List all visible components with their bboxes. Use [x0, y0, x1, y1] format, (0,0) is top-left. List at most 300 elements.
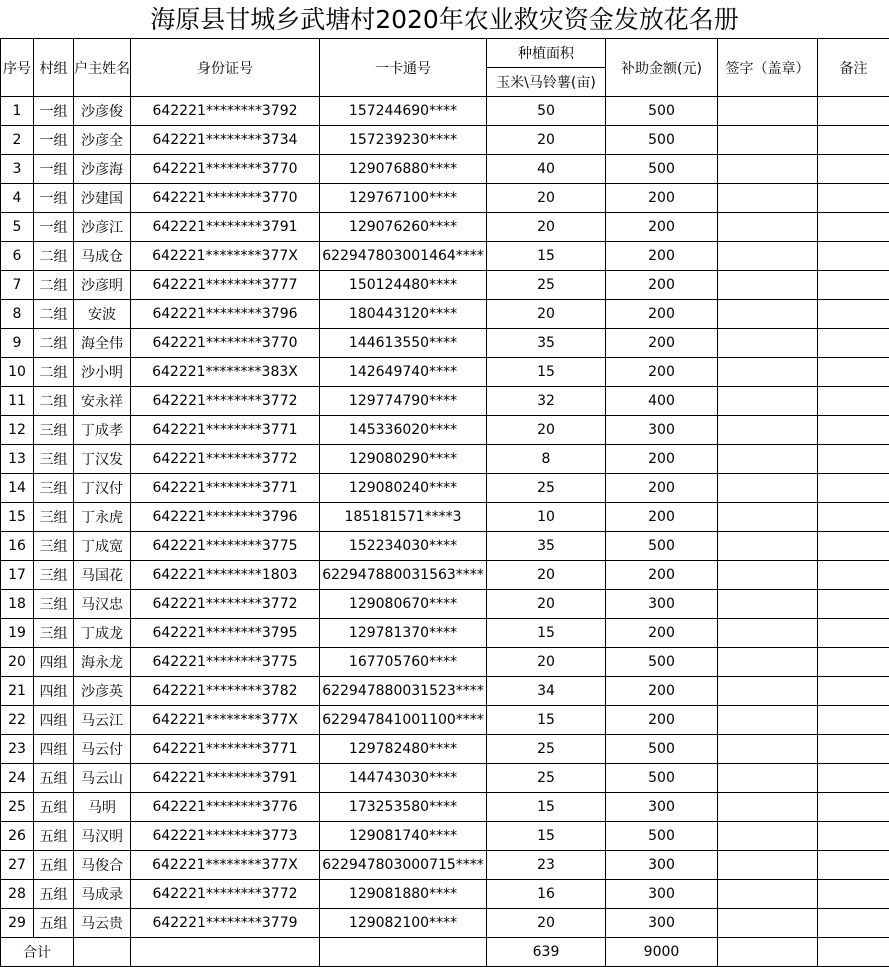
table-row: [1, 155, 889, 184]
cell-card-number: 150124480****: [320, 271, 487, 300]
cell-sign: [718, 706, 818, 735]
cell-remark: [818, 822, 889, 851]
cell-remark: [818, 880, 889, 909]
table-row: [1, 619, 889, 648]
table-row: [1, 822, 889, 851]
cell-id-number: 642221********3782: [131, 677, 320, 706]
cell-group: 三组: [34, 474, 74, 503]
cell-card-number: 129080670****: [320, 590, 487, 619]
cell-amount: 200: [606, 474, 718, 503]
table-row: [1, 793, 889, 822]
cell-card-number: 129774790****: [320, 387, 487, 416]
cell-name: 马汉忠: [74, 590, 131, 619]
cell-card-number: 129082100****: [320, 909, 487, 938]
cell-seq: 16: [1, 532, 34, 561]
cell-id-number: 642221********3772: [131, 387, 320, 416]
cell-seq: 12: [1, 416, 34, 445]
cell-remark: [818, 358, 889, 387]
cell-area: 15: [487, 242, 606, 271]
cell-remark: [818, 300, 889, 329]
cell-group: 四组: [34, 648, 74, 677]
cell-seq: 29: [1, 909, 34, 938]
cell-name: 沙彦江: [74, 213, 131, 242]
cell-amount: 500: [606, 155, 718, 184]
cell-area: 20: [487, 648, 606, 677]
cell-amount: 200: [606, 358, 718, 387]
cell-amount: 300: [606, 880, 718, 909]
cell-group: 三组: [34, 503, 74, 532]
cell-seq: 27: [1, 851, 34, 880]
cell-name: 丁汉发: [74, 445, 131, 474]
cell-name: 沙小明: [74, 358, 131, 387]
cell-name: 马云江: [74, 706, 131, 735]
cell-area: 32: [487, 387, 606, 416]
cell-group: 二组: [34, 271, 74, 300]
cell-remark: [818, 561, 889, 590]
cell-amount: 200: [606, 503, 718, 532]
cell-card-number: 622947880031563****: [320, 561, 487, 590]
cell-area: 25: [487, 271, 606, 300]
cell-card-number: 129781370****: [320, 619, 487, 648]
cell-group: 四组: [34, 677, 74, 706]
cell-seq: 9: [1, 329, 34, 358]
total-name-cell: [74, 938, 131, 967]
table-row: [1, 735, 889, 764]
cell-remark: [818, 677, 889, 706]
cell-card-number: 144613550****: [320, 329, 487, 358]
cell-remark: [818, 764, 889, 793]
cell-card-number: 157239230****: [320, 126, 487, 155]
cell-sign: [718, 822, 818, 851]
cell-name: 马成仓: [74, 242, 131, 271]
cell-seq: 18: [1, 590, 34, 619]
cell-group: 三组: [34, 532, 74, 561]
document-title: 海原县甘城乡武塘村2020年农业救灾资金发放花名册: [0, 0, 889, 38]
cell-seq: 6: [1, 242, 34, 271]
cell-seq: 3: [1, 155, 34, 184]
cell-name: 沙彦俊: [74, 97, 131, 126]
cell-remark: [818, 503, 889, 532]
cell-card-number: 129081880****: [320, 880, 487, 909]
table-row: [1, 909, 889, 938]
table-row: [1, 851, 889, 880]
cell-sign: [718, 851, 818, 880]
table-row: [1, 561, 889, 590]
cell-id-number: 642221********3795: [131, 619, 320, 648]
cell-card-number: 142649740****: [320, 358, 487, 387]
cell-group: 五组: [34, 880, 74, 909]
cell-area: 25: [487, 735, 606, 764]
cell-seq: 15: [1, 503, 34, 532]
cell-seq: 25: [1, 793, 34, 822]
cell-id-number: 642221********3775: [131, 648, 320, 677]
cell-card-number: 145336020****: [320, 416, 487, 445]
cell-group: 四组: [34, 735, 74, 764]
cell-id-number: 642221********3796: [131, 503, 320, 532]
cell-remark: [818, 445, 889, 474]
cell-sign: [718, 126, 818, 155]
cell-area: 34: [487, 677, 606, 706]
cell-area: 20: [487, 184, 606, 213]
cell-seq: 19: [1, 619, 34, 648]
table-row: [1, 532, 889, 561]
cell-group: 三组: [34, 619, 74, 648]
header-sign: 签字（盖章）: [718, 39, 818, 97]
cell-id-number: 642221********3792: [131, 97, 320, 126]
cell-area: 15: [487, 706, 606, 735]
header-id: 身份证号: [131, 39, 320, 97]
cell-amount: 400: [606, 387, 718, 416]
cell-remark: [818, 271, 889, 300]
cell-area: 50: [487, 97, 606, 126]
cell-name: 马成录: [74, 880, 131, 909]
cell-amount: 500: [606, 97, 718, 126]
cell-area: 35: [487, 532, 606, 561]
header-row: [1, 39, 889, 68]
cell-id-number: 642221********3777: [131, 271, 320, 300]
cell-seq: 21: [1, 677, 34, 706]
cell-name: 丁汉付: [74, 474, 131, 503]
cell-remark: [818, 213, 889, 242]
cell-amount: 300: [606, 909, 718, 938]
cell-card-number: 129076260****: [320, 213, 487, 242]
cell-seq: 10: [1, 358, 34, 387]
cell-seq: 11: [1, 387, 34, 416]
relief-fund-table: [0, 38, 889, 967]
cell-sign: [718, 793, 818, 822]
cell-id-number: 642221********3734: [131, 126, 320, 155]
cell-id-number: 642221********3776: [131, 793, 320, 822]
total-card-cell: [320, 938, 487, 967]
cell-area: 20: [487, 416, 606, 445]
cell-group: 五组: [34, 851, 74, 880]
cell-card-number: 180443120****: [320, 300, 487, 329]
cell-area: 10: [487, 503, 606, 532]
cell-id-number: 642221********3772: [131, 880, 320, 909]
cell-remark: [818, 532, 889, 561]
table-body: [1, 97, 889, 938]
cell-card-number: 185181571****3: [320, 503, 487, 532]
cell-card-number: 129081740****: [320, 822, 487, 851]
cell-sign: [718, 735, 818, 764]
cell-area: 8: [487, 445, 606, 474]
cell-seq: 20: [1, 648, 34, 677]
table-row: [1, 242, 889, 271]
table-row: [1, 358, 889, 387]
cell-remark: [818, 909, 889, 938]
cell-seq: 14: [1, 474, 34, 503]
cell-name: 丁永虎: [74, 503, 131, 532]
header-card: 一卡通号: [320, 39, 487, 97]
cell-group: 四组: [34, 706, 74, 735]
cell-remark: [818, 97, 889, 126]
cell-name: 马云贵: [74, 909, 131, 938]
cell-area: 15: [487, 793, 606, 822]
cell-sign: [718, 300, 818, 329]
cell-amount: 500: [606, 126, 718, 155]
cell-group: 五组: [34, 793, 74, 822]
cell-seq: 1: [1, 97, 34, 126]
cell-seq: 5: [1, 213, 34, 242]
cell-group: 三组: [34, 445, 74, 474]
cell-area: 20: [487, 213, 606, 242]
cell-card-number: 144743030****: [320, 764, 487, 793]
cell-id-number: 642221********3791: [131, 764, 320, 793]
total-remark-cell: [818, 938, 889, 967]
cell-id-number: 642221********377X: [131, 851, 320, 880]
cell-id-number: 642221********3775: [131, 532, 320, 561]
cell-sign: [718, 764, 818, 793]
cell-card-number: 173253580****: [320, 793, 487, 822]
cell-remark: [818, 184, 889, 213]
table-row: [1, 445, 889, 474]
cell-amount: 300: [606, 851, 718, 880]
total-row: [1, 938, 889, 967]
cell-sign: [718, 416, 818, 445]
cell-amount: 300: [606, 793, 718, 822]
header-seq: 序号: [1, 39, 34, 97]
cell-id-number: 642221********3770: [131, 329, 320, 358]
cell-amount: 200: [606, 561, 718, 590]
table-row: [1, 97, 889, 126]
cell-id-number: 642221********3791: [131, 213, 320, 242]
cell-area: 15: [487, 619, 606, 648]
cell-sign: [718, 358, 818, 387]
cell-area: 35: [487, 329, 606, 358]
cell-group: 三组: [34, 561, 74, 590]
cell-sign: [718, 474, 818, 503]
cell-id-number: 642221********1803: [131, 561, 320, 590]
table-row: [1, 590, 889, 619]
cell-remark: [818, 474, 889, 503]
cell-area: 40: [487, 155, 606, 184]
cell-remark: [818, 648, 889, 677]
cell-amount: 500: [606, 648, 718, 677]
cell-group: 三组: [34, 416, 74, 445]
cell-amount: 500: [606, 822, 718, 851]
cell-area: 20: [487, 126, 606, 155]
cell-group: 二组: [34, 358, 74, 387]
cell-remark: [818, 126, 889, 155]
cell-card-number: 622947841001100****: [320, 706, 487, 735]
cell-seq: 2: [1, 126, 34, 155]
cell-id-number: 642221********3771: [131, 416, 320, 445]
cell-sign: [718, 242, 818, 271]
cell-id-number: 642221********3779: [131, 909, 320, 938]
table-row: [1, 126, 889, 155]
cell-amount: 200: [606, 271, 718, 300]
cell-remark: [818, 242, 889, 271]
cell-amount: 300: [606, 416, 718, 445]
table-row: [1, 474, 889, 503]
cell-seq: 7: [1, 271, 34, 300]
cell-card-number: 129782480****: [320, 735, 487, 764]
cell-amount: 200: [606, 329, 718, 358]
cell-area: 25: [487, 474, 606, 503]
cell-area: 20: [487, 590, 606, 619]
cell-name: 马云山: [74, 764, 131, 793]
cell-remark: [818, 590, 889, 619]
cell-amount: 200: [606, 184, 718, 213]
cell-name: 马国花: [74, 561, 131, 590]
cell-card-number: 157244690****: [320, 97, 487, 126]
cell-area: 15: [487, 358, 606, 387]
table-row: [1, 329, 889, 358]
total-area: 639: [487, 938, 606, 967]
cell-group: 五组: [34, 764, 74, 793]
header-area-sub: 玉米\马铃薯(亩): [487, 68, 606, 97]
cell-amount: 200: [606, 300, 718, 329]
cell-area: 16: [487, 880, 606, 909]
cell-sign: [718, 648, 818, 677]
header-name: 户主姓名: [74, 39, 131, 97]
cell-amount: 200: [606, 242, 718, 271]
cell-sign: [718, 271, 818, 300]
cell-name: 沙彦海: [74, 155, 131, 184]
cell-group: 五组: [34, 909, 74, 938]
cell-amount: 500: [606, 532, 718, 561]
cell-sign: [718, 590, 818, 619]
cell-name: 丁成龙: [74, 619, 131, 648]
table-row: [1, 416, 889, 445]
table-row: [1, 387, 889, 416]
cell-group: 一组: [34, 155, 74, 184]
cell-amount: 500: [606, 764, 718, 793]
cell-sign: [718, 909, 818, 938]
cell-amount: 200: [606, 677, 718, 706]
cell-seq: 26: [1, 822, 34, 851]
table-row: [1, 503, 889, 532]
cell-id-number: 642221********3772: [131, 445, 320, 474]
cell-name: 丁成宽: [74, 532, 131, 561]
cell-group: 一组: [34, 97, 74, 126]
cell-id-number: 642221********3772: [131, 590, 320, 619]
cell-name: 马汉明: [74, 822, 131, 851]
cell-amount: 300: [606, 590, 718, 619]
cell-seq: 24: [1, 764, 34, 793]
cell-remark: [818, 851, 889, 880]
cell-id-number: 642221********3796: [131, 300, 320, 329]
cell-id-number: 642221********3770: [131, 184, 320, 213]
table-row: [1, 677, 889, 706]
cell-group: 一组: [34, 184, 74, 213]
cell-group: 二组: [34, 242, 74, 271]
cell-group: 五组: [34, 822, 74, 851]
table-row: [1, 880, 889, 909]
cell-sign: [718, 387, 818, 416]
cell-area: 23: [487, 851, 606, 880]
cell-group: 一组: [34, 213, 74, 242]
cell-group: 三组: [34, 590, 74, 619]
total-amount: 9000: [606, 938, 718, 967]
cell-name: 沙彦全: [74, 126, 131, 155]
cell-sign: [718, 503, 818, 532]
cell-name: 安波: [74, 300, 131, 329]
cell-name: 沙彦英: [74, 677, 131, 706]
cell-card-number: 152234030****: [320, 532, 487, 561]
total-id-cell: [131, 938, 320, 967]
cell-sign: [718, 329, 818, 358]
cell-card-number: 129080290****: [320, 445, 487, 474]
cell-name: 马云付: [74, 735, 131, 764]
cell-remark: [818, 619, 889, 648]
cell-seq: 28: [1, 880, 34, 909]
cell-sign: [718, 155, 818, 184]
cell-amount: 200: [606, 445, 718, 474]
table-row: [1, 213, 889, 242]
cell-remark: [818, 387, 889, 416]
total-label: 合计: [1, 938, 74, 967]
cell-id-number: 642221********3770: [131, 155, 320, 184]
cell-area: 20: [487, 300, 606, 329]
cell-amount: 500: [606, 735, 718, 764]
cell-group: 二组: [34, 300, 74, 329]
cell-amount: 200: [606, 619, 718, 648]
cell-remark: [818, 706, 889, 735]
header-amount: 补助金额(元): [606, 39, 718, 97]
cell-amount: 200: [606, 213, 718, 242]
header-area: 种植面积: [487, 39, 606, 68]
cell-id-number: 642221********377X: [131, 706, 320, 735]
cell-area: 25: [487, 764, 606, 793]
cell-name: 海全伟: [74, 329, 131, 358]
table-row: [1, 706, 889, 735]
cell-remark: [818, 329, 889, 358]
table-row: [1, 648, 889, 677]
cell-amount: 200: [606, 706, 718, 735]
cell-card-number: 129767100****: [320, 184, 487, 213]
table-row: [1, 764, 889, 793]
cell-sign: [718, 445, 818, 474]
cell-name: 马明: [74, 793, 131, 822]
cell-sign: [718, 619, 818, 648]
cell-name: 海永龙: [74, 648, 131, 677]
cell-group: 二组: [34, 329, 74, 358]
cell-id-number: 642221********383X: [131, 358, 320, 387]
cell-card-number: 622947803001464****: [320, 242, 487, 271]
header-group: 村组: [34, 39, 74, 97]
cell-sign: [718, 532, 818, 561]
cell-area: 15: [487, 822, 606, 851]
cell-seq: 4: [1, 184, 34, 213]
cell-seq: 17: [1, 561, 34, 590]
cell-remark: [818, 735, 889, 764]
cell-seq: 22: [1, 706, 34, 735]
cell-sign: [718, 880, 818, 909]
cell-name: 沙建国: [74, 184, 131, 213]
total-sign-cell: [718, 938, 818, 967]
cell-area: 20: [487, 561, 606, 590]
cell-id-number: 642221********377X: [131, 242, 320, 271]
header-remark: 备注: [818, 39, 889, 97]
cell-sign: [718, 184, 818, 213]
cell-name: 丁成孝: [74, 416, 131, 445]
table-row: [1, 271, 889, 300]
table-row: [1, 300, 889, 329]
cell-remark: [818, 416, 889, 445]
cell-group: 二组: [34, 387, 74, 416]
cell-sign: [718, 97, 818, 126]
cell-remark: [818, 793, 889, 822]
cell-card-number: 129080240****: [320, 474, 487, 503]
cell-seq: 13: [1, 445, 34, 474]
cell-sign: [718, 677, 818, 706]
cell-sign: [718, 213, 818, 242]
cell-name: 沙彦明: [74, 271, 131, 300]
cell-seq: 23: [1, 735, 34, 764]
cell-id-number: 642221********3773: [131, 822, 320, 851]
table-row: [1, 184, 889, 213]
